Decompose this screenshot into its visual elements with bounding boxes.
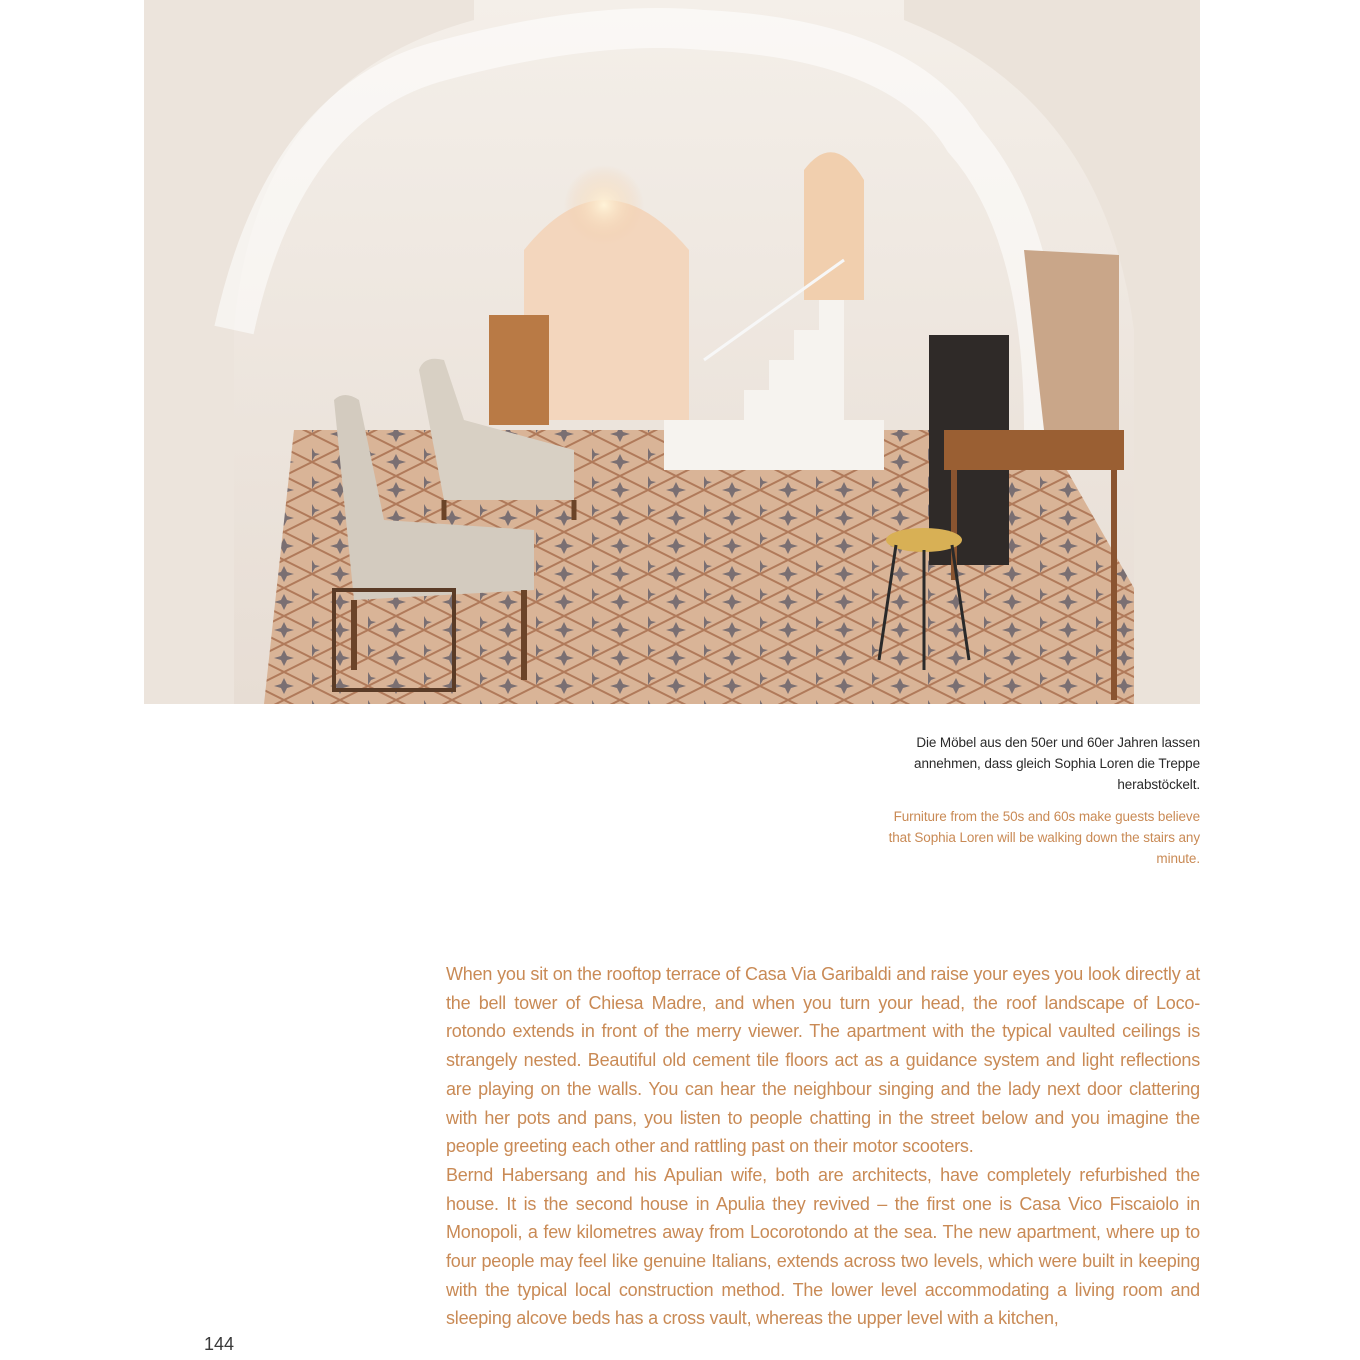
article-body [446, 960, 1200, 1333]
caption-german-text: Die Möbel aus den 50er und 60er Jahren lassen annehmen, dass gleich Sophia Loren die Treppe herabstöckelt. [914, 735, 1200, 792]
photo-caption-german [870, 732, 1200, 795]
photo-caption-english [870, 806, 1200, 869]
body-paragraph-2: Bernd Habersang and his Apulian wife, both are architects, have completely refurbished the house. It is the second house in Apulia they revived – the first one is Casa Vico Fiscaiolo in Monopoli, a few kilometres away from Locorotondo at the sea. The new apartment, where up to four people may feel like genuine Italians, extends across two levels, which were built in keeping with the typical local construction method. The lower level accommodating a living room and sleeping alcove beds has a cross vault, whereas the upper level with a kitchen, [446, 1164, 1200, 1329]
body-paragraph-1: When you sit on the rooftop terrace of Casa Via Garibaldi and raise your eyes you look directly at the bell tower of Chiesa Madre, and when you turn your head, the roof landscape of Loco-rotondo extends in front of the merry viewer. The apartment with the typical vaulted ceilings is strangely nested. Beautiful old cement tile floors act as a guidance system and light reflections are playing on the walls. You can hear the neighbour singing and the lady next door clattering with her pots and pans, you listen to people chatting in the street below and you imagine the people greeting each other and rattling past on their motor scooters. [446, 964, 1200, 1157]
interior-photo [144, 0, 1200, 704]
caption-english-text: Furniture from the 50s and 60s make guests believe that Sophia Loren will be walking down the stairs any minute. [888, 809, 1200, 866]
page-number: 144 [204, 1334, 235, 1354]
